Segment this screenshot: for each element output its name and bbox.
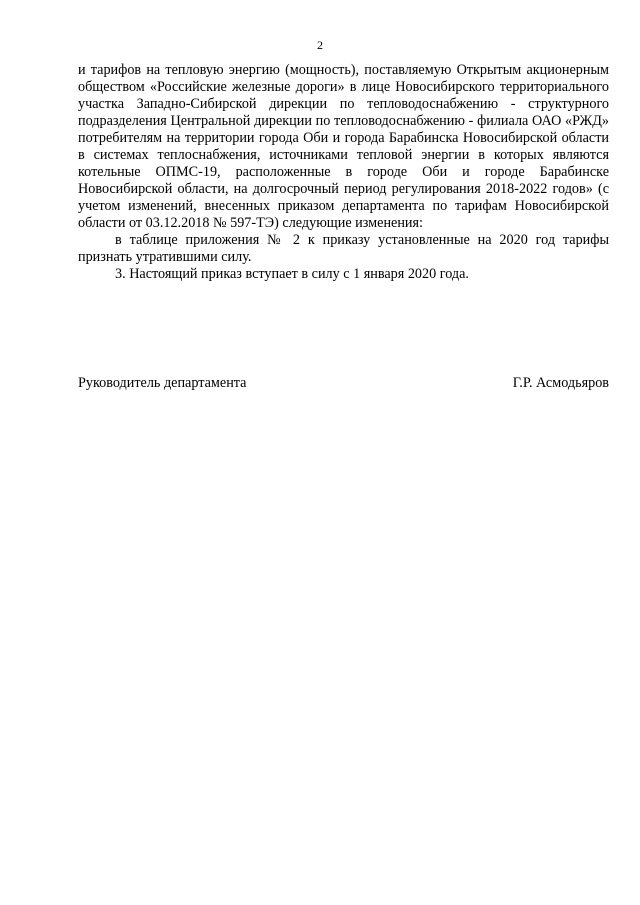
signatory-position: Руководитель департамента xyxy=(78,375,247,391)
page-number: 2 xyxy=(317,38,323,52)
signature-block xyxy=(78,375,609,392)
document-body xyxy=(78,62,609,283)
signatory-name: Г.Р. Асмодьяров xyxy=(512,375,609,391)
paragraph-effective-date: 3. Настоящий приказ вступает в силу с 1 января 2020 года. xyxy=(115,266,469,282)
paragraph-continuation: и тарифов на тепловую энергию (мощность), поставляемую Открытым акционерным обществом «Российские железные дороги» в лице Новосибирского территориального участка Западно-Сибирской дирекции по тепловодоснабжению - структурного подразделения Центральной дирекции по тепловодоснабжению - филиала ОАО «РЖД» потребителям на территории города Оби и города Барабинска Новосибирской области в системах теплоснабжения, источниками тепловой энергии в которых являются котельные ОПМС-19, расположенные в городе Оби и городе Барабинске Новосибирской области, на долгосрочный период регулирования 2018-2022 годов» (с учетом изменений, внесенных приказом департамента по тарифам Новосибирской области от 03.12.2018 № 597-ТЭ) следующие изменения: xyxy=(78,62,609,231)
paragraph-table-change: в таблице приложения № 2 к приказу установленные на 2020 год тарифы признать утратившими силу. xyxy=(78,232,609,265)
